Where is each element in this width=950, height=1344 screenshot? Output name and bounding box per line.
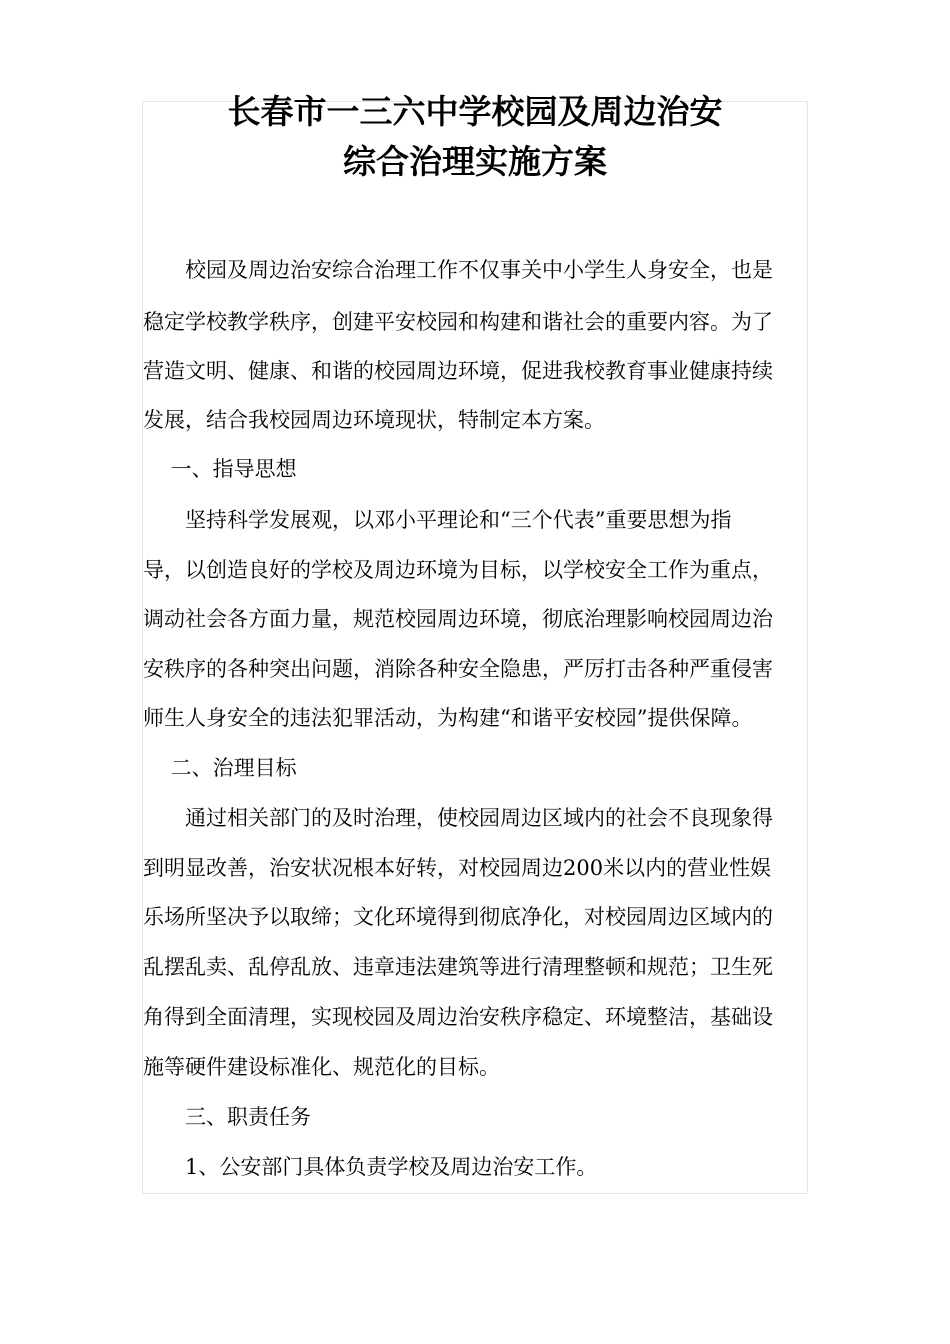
body-line: 到明显改善，治安状况根本好转，对校园周边200米以内的营业性娱 [143,856,772,880]
section-heading: 三、职责任务 [143,1105,311,1129]
document-title-line-2: 综合治理实施方案 [343,142,607,181]
body-line: 安秩序的各种突出问题，消除各种安全隐患，严厉打击各种严重侵害 [143,657,773,681]
list-item: 1、公安部门具体负责学校及周边治安工作。 [143,1155,598,1179]
body-line: 校园及周边治安综合治理工作不仅事关中小学生人身安全，也是 [143,258,773,282]
document-title-line-1: 长春市一三六中学校园及周边治安 [227,92,723,131]
body-line: 调动社会各方面力量，规范校园周边环境，彻底治理影响校园周边治 [143,607,773,631]
body-line: 乱摆乱卖、乱停乱放、违章违法建筑等进行清理整顿和规范；卫生死 [143,955,773,979]
body-line: 乐场所坚决予以取缔；文化环境得到彻底净化，对校园周边区域内的 [143,905,773,929]
section-heading: 二、治理目标 [143,756,297,780]
body-line: 通过相关部门的及时治理，使校园周边区域内的社会不良现象得 [143,806,773,830]
body-line: 稳定学校教学秩序，创建平安校园和构建和谐社会的重要内容。为了 [143,310,773,334]
body-line: 发展，结合我校园周边环境现状，特制定本方案。 [143,408,605,432]
body-line: 角得到全面清理，实现校园及周边治安秩序稳定、环境整洁，基础设 [143,1005,773,1029]
body-line: 导，以创造良好的学校及周边环境为目标，以学校安全工作为重点， [143,558,773,582]
section-heading: 一、指导思想 [143,457,297,481]
body-line: 师生人身安全的违法犯罪活动，为构建“和谐平安校园”提供保障。 [143,706,753,730]
body-line: 坚持科学发展观，以邓小平理论和“三个代表”重要思想为指 [143,508,732,532]
body-line: 营造文明、健康、和谐的校园周边环境，促进我校教育事业健康持续 [143,359,773,383]
body-line: 施等硬件建设标准化、规范化的目标。 [143,1055,500,1079]
